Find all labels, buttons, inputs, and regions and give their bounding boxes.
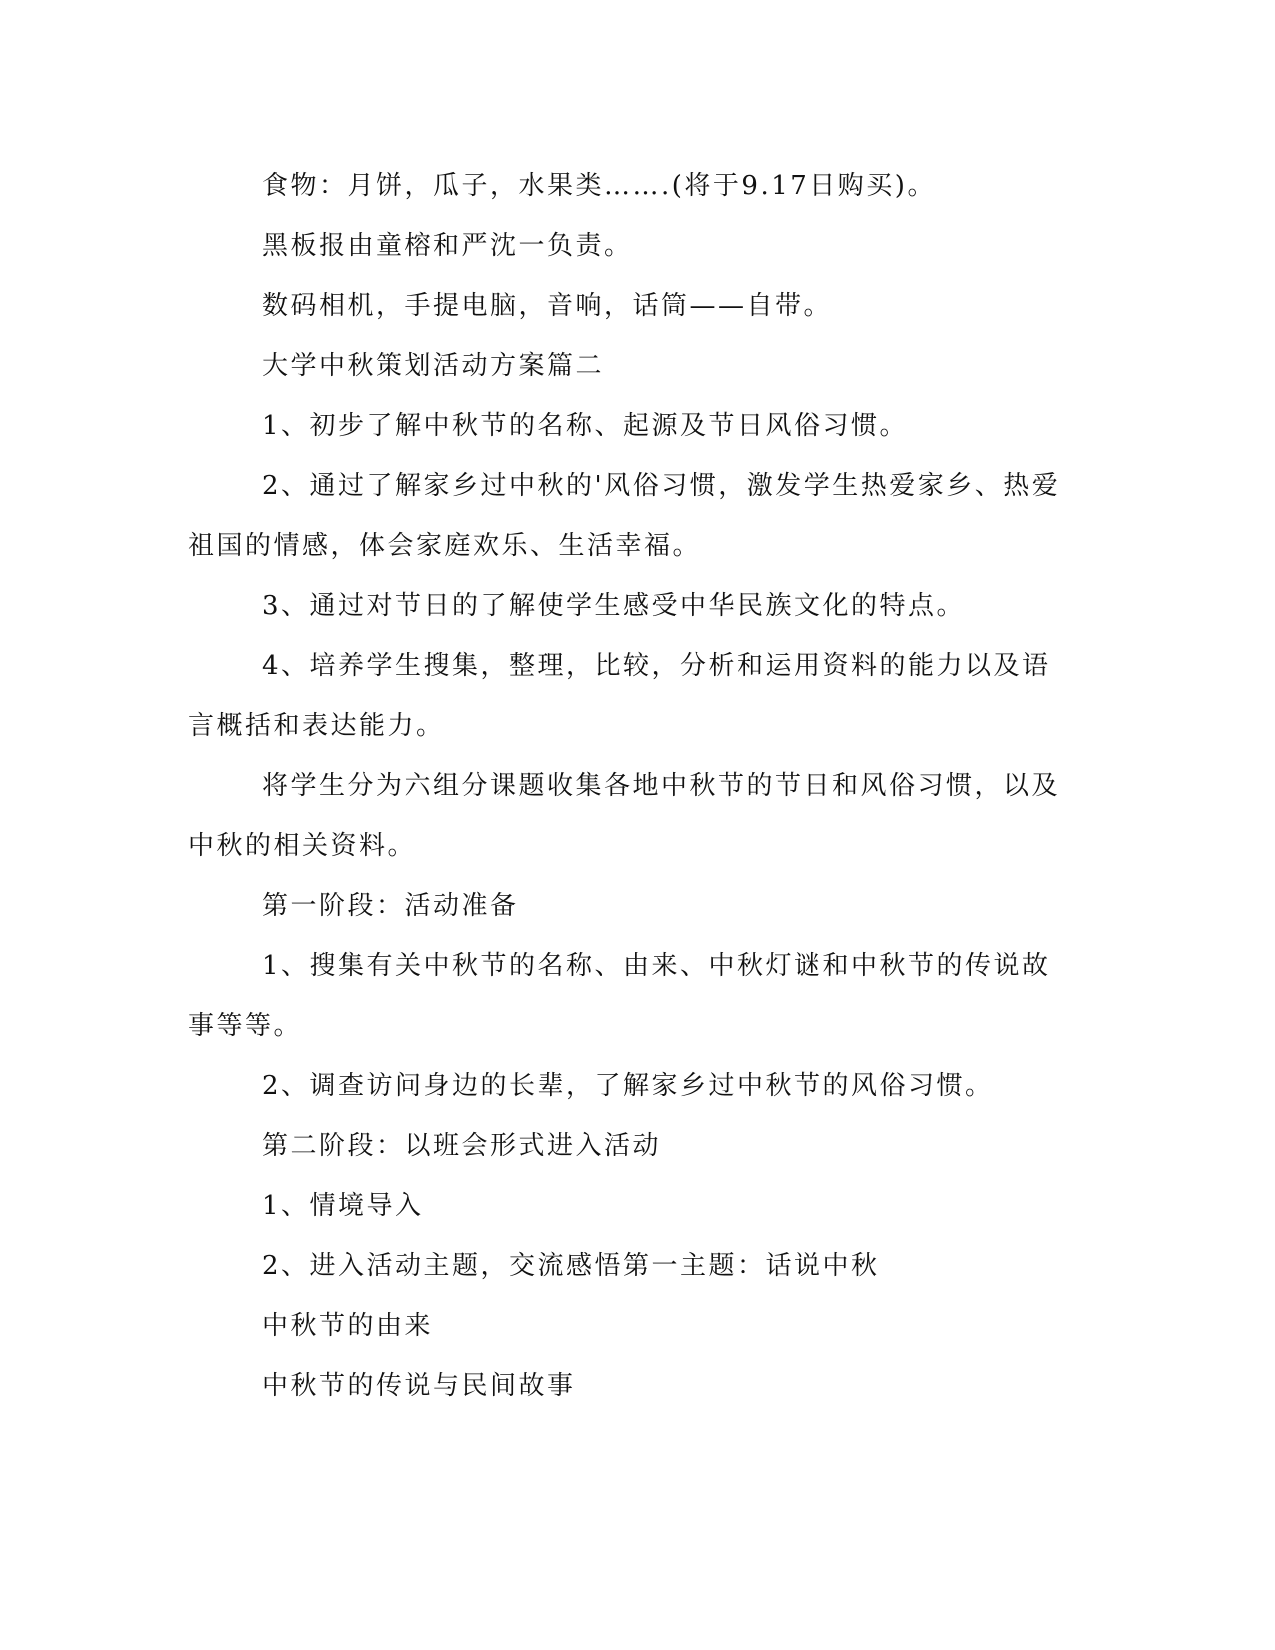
section-heading: 大学中秋策划活动方案篇二 [262, 351, 605, 381]
stage-2-heading: 第二阶段：以班会形式进入活动 [262, 1131, 662, 1161]
blackboard-line: 黑板报由童榕和严沈一负责。 [262, 231, 633, 261]
grouping-paragraph-continued: 中秋的相关资料。 [188, 831, 417, 861]
goal-4-continued: 言概括和表达能力。 [188, 711, 445, 741]
food-list-line: 食物：月饼，瓜子，水果类…….(将于9.17日购买)。 [262, 171, 936, 201]
topic-origin: 中秋节的由来 [262, 1311, 434, 1341]
goal-2: 2、通过了解家乡过中秋的'风俗习惯，激发学生热爱家乡、热爱 [262, 471, 1061, 501]
stage-1-item-2: 2、调查访问身边的长辈，了解家乡过中秋节的风俗习惯。 [262, 1071, 994, 1101]
goal-4: 4、培养学生搜集，整理，比较，分析和运用资料的能力以及语 [262, 651, 1051, 681]
topic-legends: 中秋节的传说与民间故事 [262, 1371, 576, 1401]
goal-1: 1、初步了解中秋节的名称、起源及节日风俗习惯。 [262, 411, 909, 441]
stage-2-item-2: 2、进入活动主题，交流感悟第一主题：话说中秋 [262, 1251, 880, 1281]
stage-1-heading: 第一阶段：活动准备 [262, 891, 519, 921]
stage-1-item-1: 1、搜集有关中秋节的名称、由来、中秋灯谜和中秋节的传说故 [262, 951, 1051, 981]
equipment-line: 数码相机，手提电脑，音响，话筒——自带。 [262, 291, 833, 321]
stage-1-item-1-continued: 事等等。 [188, 1011, 303, 1041]
stage-2-item-1: 1、情境导入 [262, 1191, 424, 1221]
goal-3: 3、通过对节日的了解使学生感受中华民族文化的特点。 [262, 591, 966, 621]
goal-2-continued: 祖国的情感，体会家庭欢乐、生活幸福。 [188, 531, 702, 561]
grouping-paragraph: 将学生分为六组分课题收集各地中秋节的节日和风俗习惯，以及 [262, 771, 1061, 801]
